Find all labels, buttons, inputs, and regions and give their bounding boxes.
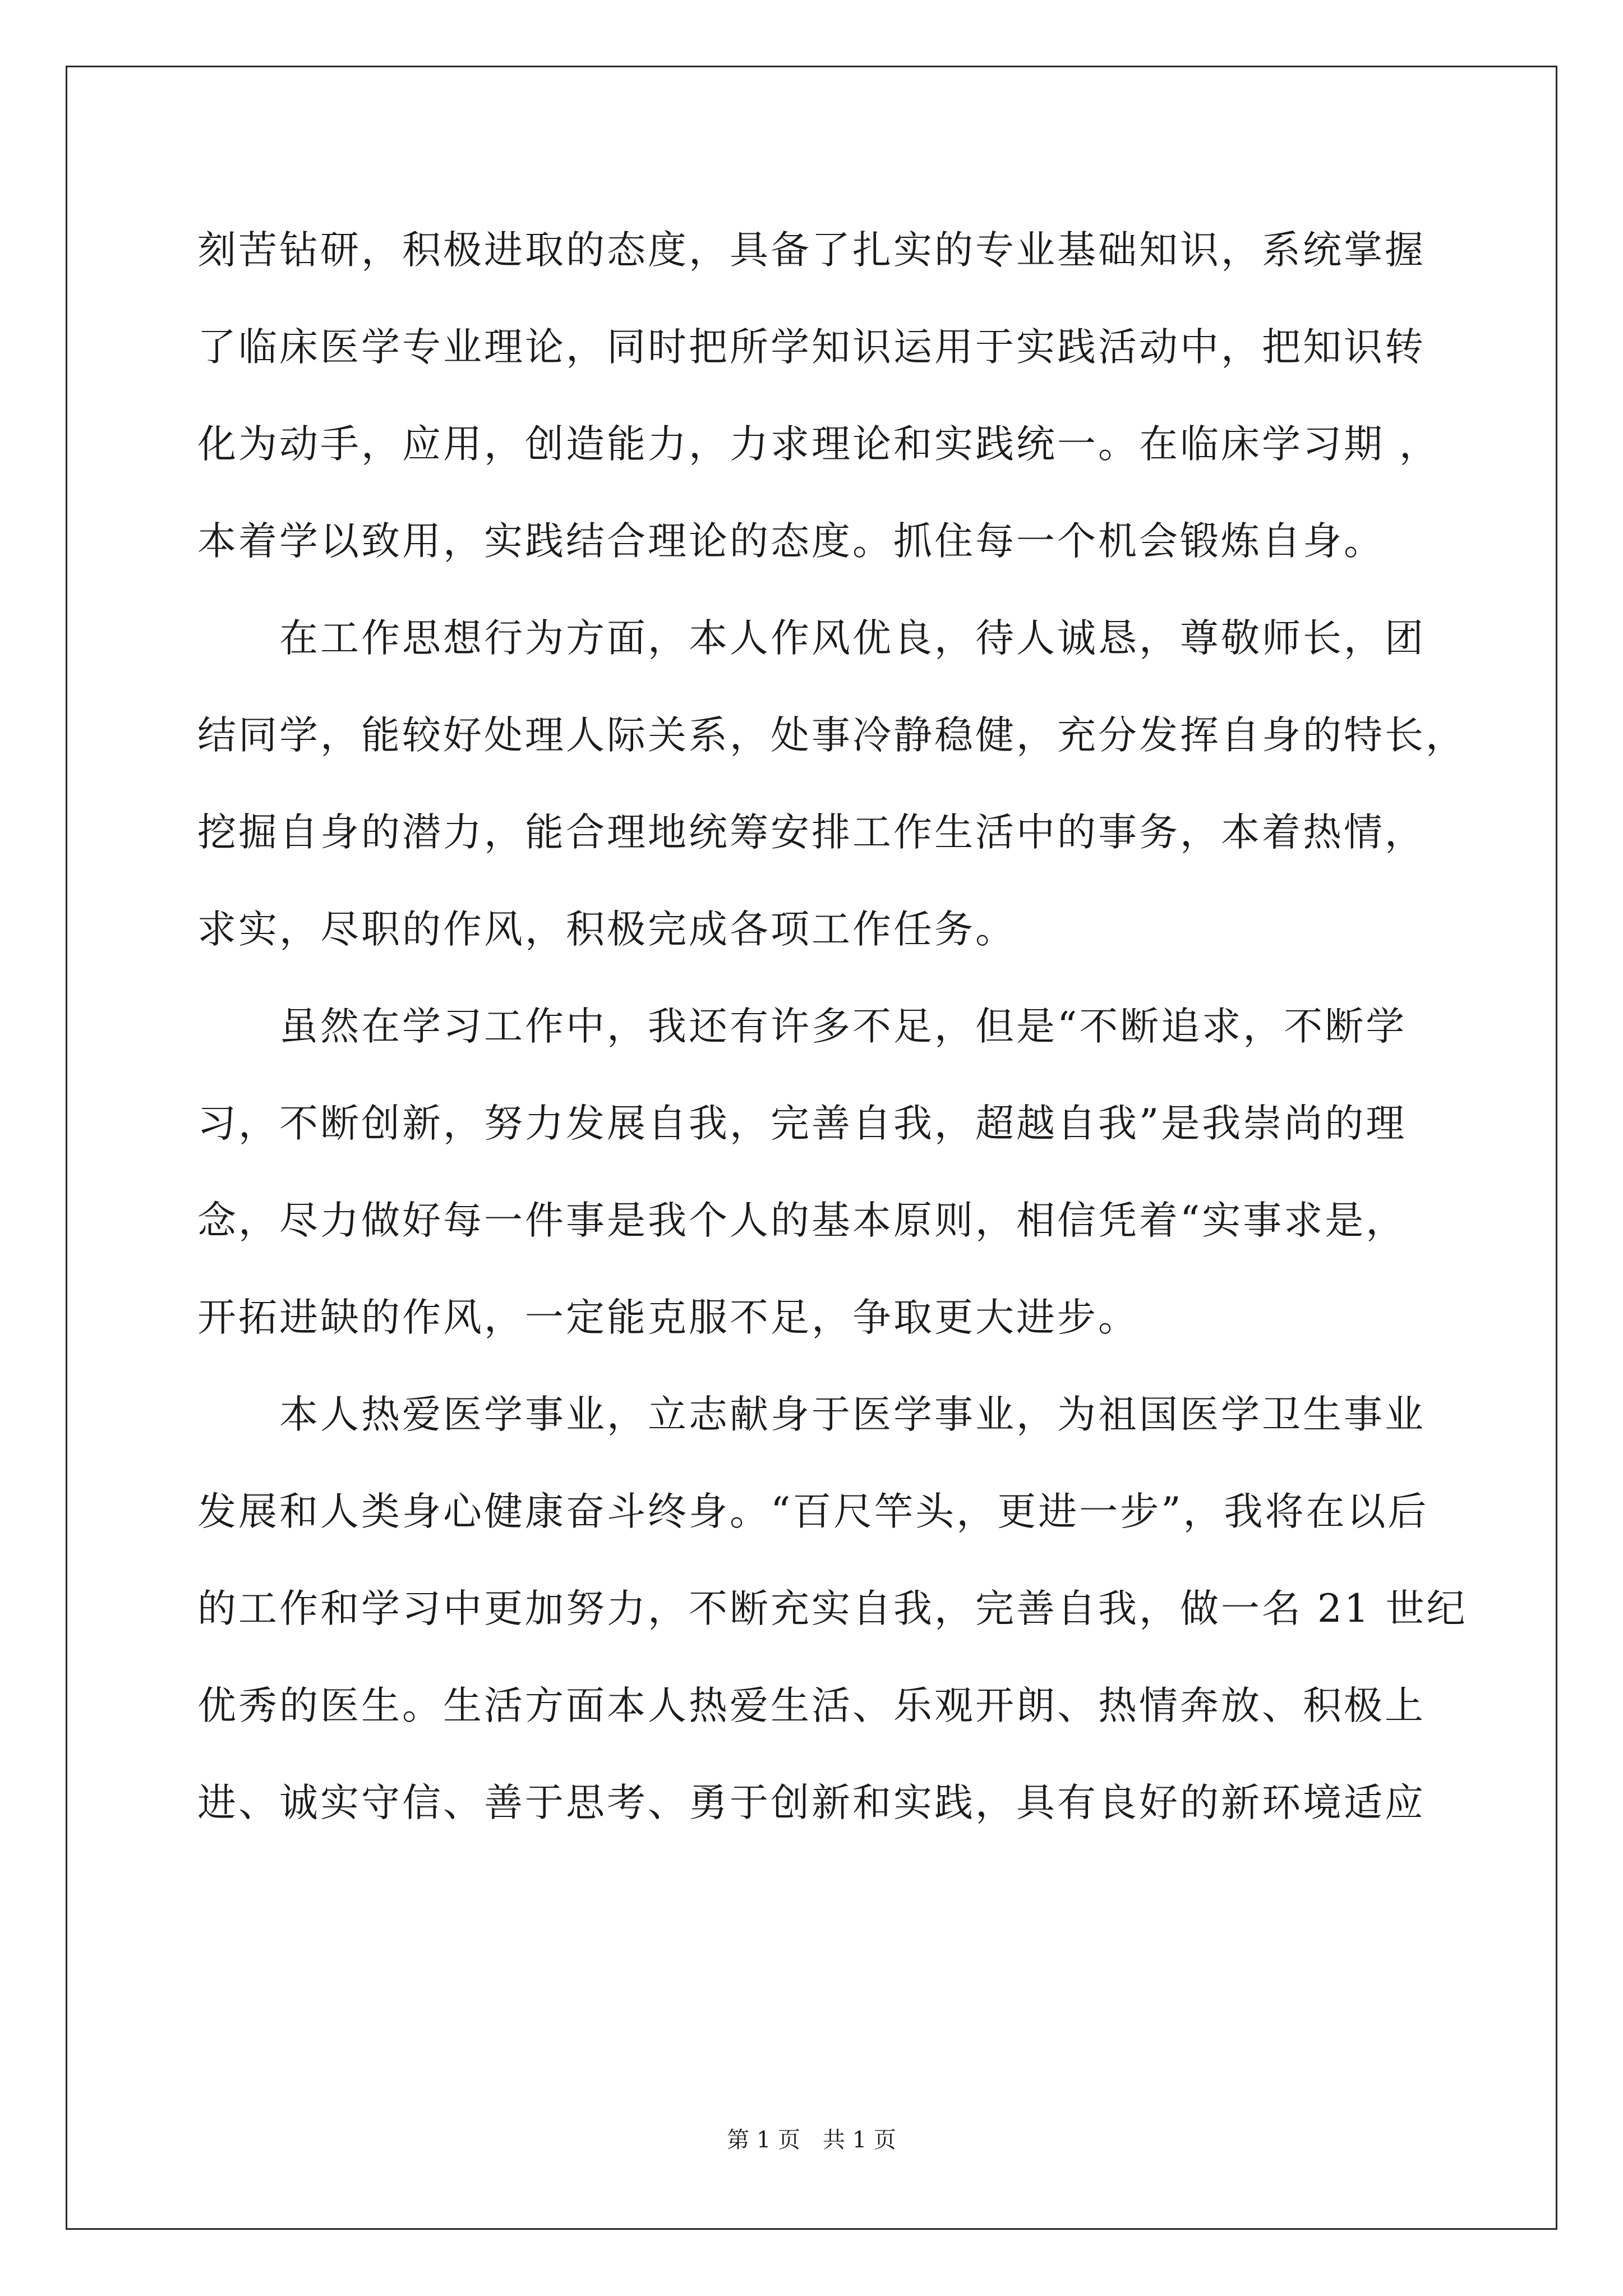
text-line: 挖掘自身的潜力，能合理地统筹安排工作生活中的事务，本着热情，	[197, 810, 1426, 855]
text-line: 的工作和学习中更加努力，不断充实自我，完善自我，做一名 21 世纪	[197, 1586, 1468, 1631]
text-line: 本着学以致用，实践结合理论的态度。抓住每一个机会锻炼自身。	[197, 519, 1385, 564]
page-number-footer: 第 1 页 共 1 页	[727, 2127, 896, 2153]
text-line: 虽然在学习工作中，我还有许多不足，但是“不断追求，不断学	[197, 1004, 1407, 1049]
text-line: 本人热爱医学事业，立志献身于医学事业，为祖国医学卫生事业	[197, 1392, 1426, 1437]
document-body	[197, 202, 1468, 1852]
text-line: 进、诚实守信、善于思考、勇于创新和实践，具有良好的新环境适应	[197, 1780, 1426, 1825]
text-line: 念，尽力做好每一件事是我个人的基本原则，相信凭着“实事求是，	[197, 1198, 1407, 1243]
text-line: 刻苦钻研，积极进取的态度，具备了扎实的专业基础知识，系统掌握	[197, 228, 1426, 273]
text-line: 在工作思想行为方面，本人作风优良，待人诚恳，尊敬师长，团	[197, 616, 1426, 661]
text-line: 发展和人类身心健康奋斗终身。“百尺竿头，更进一步”，我将在以后	[197, 1489, 1429, 1534]
text-line: 开拓进缺的作风，一定能克服不足，争取更大进步。	[197, 1295, 1139, 1340]
text-line: 优秀的医生。生活方面本人热爱生活、乐观开朗、热情奔放、积极上	[197, 1683, 1426, 1728]
text-line: 了临床医学专业理论，同时把所学知识运用于实践活动中，把知识转	[197, 325, 1426, 370]
text-line: 结同学，能较好处理人际关系，处事冷静稳健，充分发挥自身的特长，	[197, 713, 1467, 758]
text-line: 习，不断创新，努力发展自我，完善自我，超越自我”是我崇尚的理	[197, 1101, 1407, 1146]
text-line: 求实，尽职的作风，积极完成各项工作任务。	[197, 907, 1016, 952]
text-line: 化为动手，应用，创造能力，力求理论和实践统一。在临床学习期 ，	[197, 422, 1440, 467]
